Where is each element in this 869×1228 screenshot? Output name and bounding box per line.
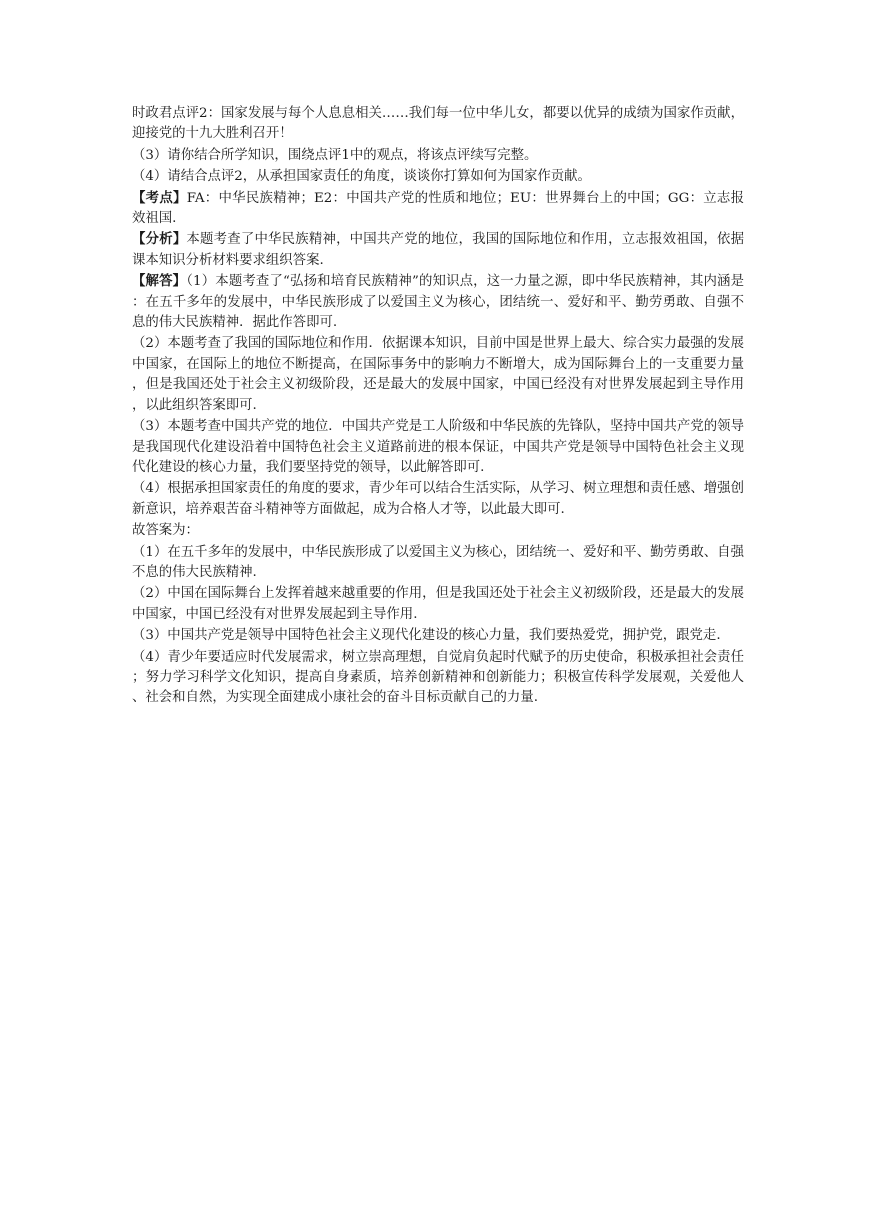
solution-part-2-paragraph bbox=[132, 333, 744, 416]
paragraph-text: 故答案为： bbox=[132, 523, 199, 539]
answer-3-paragraph bbox=[132, 625, 744, 646]
key-points-label: 【考点】 bbox=[132, 189, 187, 206]
answer-heading-paragraph bbox=[132, 520, 744, 541]
document-body bbox=[132, 103, 744, 709]
paragraph-text: （4）青少年要适应时代发展需求，树立崇高理想，自觉肩负起时代赋予的历史使命，积极承担社会责任；努力学习科学文化知识，提高自身素质，培养创新精神和创新能力；积极宣传科学发展观，关爱他人、社会和自然，为实现全面建成小康社会的奋斗目标贡献自己的力量. bbox=[132, 649, 744, 706]
paragraph-text: （1）在五千多年的发展中，中华民族形成了以爱国主义为核心，团结统一、爱好和平、勤劳勇敢、自强不息的伟大民族精神. bbox=[132, 544, 744, 580]
paragraph-text: （3）中国共产党是领导中国特色社会主义现代化建设的核心力量，我们要热爱党，拥护党，跟党走. bbox=[132, 628, 721, 644]
paragraph-text: （4）请结合点评2，从承担国家责任的角度，谈谈你打算如何为国家作贡献。 bbox=[132, 169, 591, 185]
question-3-paragraph bbox=[132, 145, 744, 166]
answer-2-paragraph bbox=[132, 583, 744, 625]
paragraph-text: （4）根据承担国家责任的角度的要求，青少年可以结合生活实际，从学习、树立理想和责任感、增强创新意识，培养艰苦奋斗精神等方面做起，成为合格人才等，以此最大即可. bbox=[132, 481, 744, 517]
analysis-paragraph bbox=[132, 229, 744, 271]
paragraph-text: （3）请你结合所学知识，围绕点评1中的观点，将该点评续写完整。 bbox=[132, 147, 538, 163]
paragraph-text: 本题考查了中华民族精神，中国共产党的地位，我国的国际地位和作用，立志报效祖国，依据课本知识分析材料要求组织答案. bbox=[132, 232, 744, 268]
analysis-label: 【分析】 bbox=[132, 231, 187, 248]
comment-2-paragraph bbox=[132, 103, 744, 145]
solution-part-3-paragraph bbox=[132, 416, 744, 478]
solution-label: 【解答】 bbox=[132, 273, 187, 290]
solution-paragraph bbox=[132, 271, 744, 333]
paragraph-text: FA：中华民族精神；E2：中国共产党的性质和地位；EU：世界舞台上的中国；GG：立志报效祖国. bbox=[132, 190, 745, 227]
solution-part-4-paragraph bbox=[132, 478, 744, 520]
answer-4-paragraph bbox=[132, 647, 744, 709]
paragraph-text: （2）本题考查了我国的国际地位和作用．依据课本知识，目前中国是世界上最大、综合实力最强的发展中国家，在国际上的地位不断提高，在国际事务中的影响力不断增大，成为国际舞台上的一支重要力量，但是我国还处于社会主义初级阶段，还是最大的发展中国家，中国已经没有对世界发展起到主导作用，以此组织答案即可. bbox=[132, 336, 744, 413]
paragraph-text: （2）中国在国际舞台上发挥着越来越重要的作用，但是我国还处于社会主义初级阶段，还是最大的发展中国家，中国已经没有对世界发展起到主导作用. bbox=[132, 586, 744, 622]
paragraph-text: （3）本题考查中国共产党的地位．中国共产党是工人阶级和中华民族的先锋队，坚持中国共产党的领导是我国现代化建设沿着中国特色社会主义道路前进的根本保证，中国共产党是领导中国特色社会主义现代化建设的核心力量，我们要坚持党的领导，以此解答即可. bbox=[132, 419, 744, 475]
paragraph-text: 时政君点评2：国家发展与每个人息息相关……我们每一位中华儿女，都要以优异的成绩为国家作贡献，迎接党的十九大胜利召开！ bbox=[132, 106, 744, 142]
paragraph-text: （1）本题考查了“弘扬和培育民族精神”的知识点，这一力量之源，即中华民族精神，其内涵是：在五千多年的发展中，中华民族形成了以爱国主义为核心，团结统一、爱好和平、勤劳勇敢、自强不息的伟大民族精神．据此作答即可. bbox=[132, 274, 744, 331]
answer-1-paragraph bbox=[132, 542, 744, 584]
key-points-paragraph bbox=[132, 188, 744, 230]
question-4-paragraph bbox=[132, 166, 744, 187]
